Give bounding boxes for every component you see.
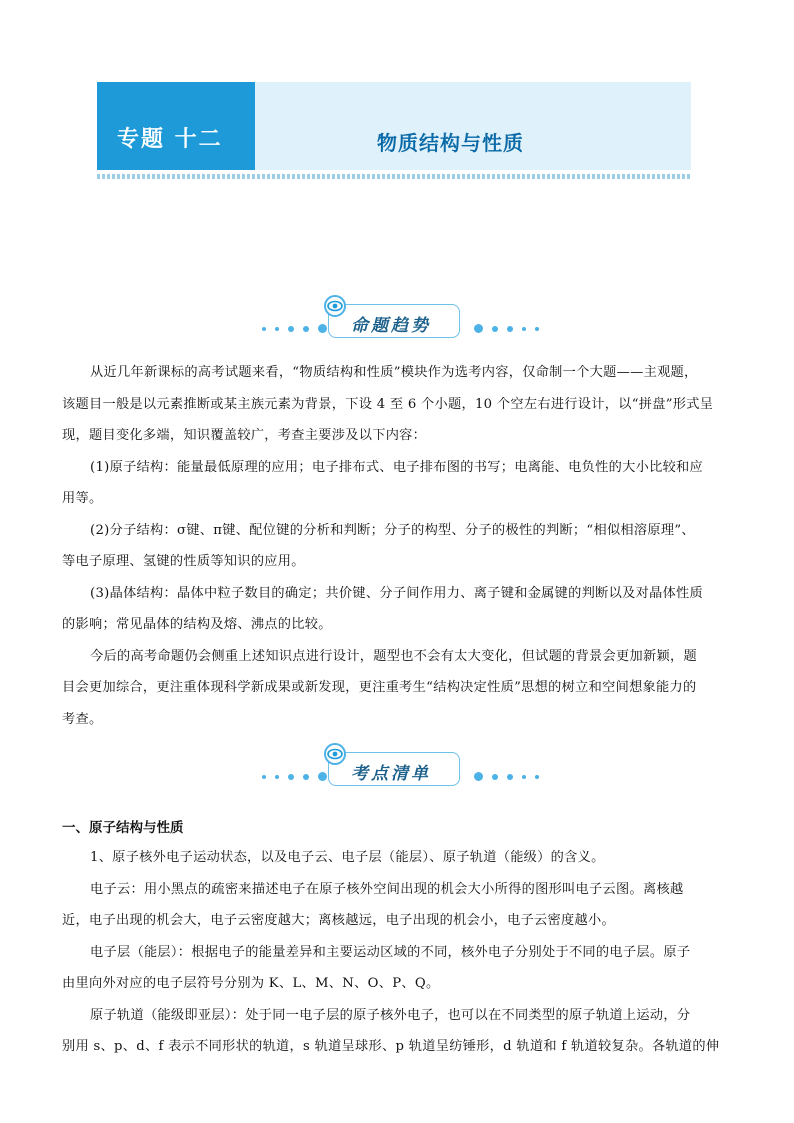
text-line: 从近几年新课标的高考试题来看，“物质结构和性质”模块作为选考内容，仅命制一个大题——主观题， [90,365,698,380]
topic-banner [97,82,691,170]
topic-label-block [97,82,255,170]
topic-title: 物质结构与性质 [377,131,524,155]
section-heading: 一、原子结构与性质 [62,820,184,836]
text-line: 电子云：用小黑点的疏密来描述电子在原子核外空间出现的机会大小所得的图形叫电子云图。离核越 [90,881,684,897]
left-dots [262,772,327,781]
section-badge-label: 命题趋势 [351,316,431,336]
text-line: 目会更加综合，更注重体现科学新成果或新发现，更注重考生“结构决定性质”思想的树立和空间想象能力的 [62,680,697,695]
left-dots [262,324,327,333]
section-header-trend [0,300,794,340]
banner-divider [97,174,691,179]
text-line: 考查。 [62,711,103,727]
text-line: 等电子原理、氢键的性质等知识的应用。 [62,554,305,569]
trend-paragraphs [62,357,734,735]
checklist-paragraphs [62,842,734,1063]
right-dots [474,772,539,781]
text-line: 别用 s、p、d、f 表示不同形状的轨道，s 轨道呈球形、p 轨道呈纺锤形，d 轨道和 f 轨道较复杂。各轨道的伸 [62,1039,720,1054]
text-line: 用等。 [62,491,103,506]
text-line: (2)分子结构：σ键、π键、配位键的分析和判断；分子的构型、分子的极性的判断；“相似相溶原理”、 [90,522,695,538]
text-line: 现，题目变化多端，知识覆盖较广，考查主要涉及以下内容： [62,428,427,443]
text-line: 今后的高考命题仍会侧重上述知识点进行设计，题型也不会有太大变化，但试题的背景会更加新颖，题 [90,648,697,664]
section-header-checklist [0,748,794,788]
text-line: 该题目一般是以元素推断或某主族元素为背景，下设 4 至 6 个小题，10 个空左右进行设计，以“拼盘”形式呈 [62,396,714,412]
eye-icon [321,295,349,317]
text-line: 1、原子核外电子运动状态，以及电子云、电子层（能层）、原子轨道（能级）的含义。 [90,850,605,865]
text-line: 的影响；常见晶体的结构及熔、沸点的比较。 [62,617,332,632]
text-line: (3)晶体结构：晶体中粒子数目的确定；共价键、分子间作用力、离子键和金属键的判断以及对晶体性质 [90,585,704,601]
topic-label: 专题 十二 [117,126,223,152]
eye-icon [321,743,349,765]
text-line: 原子轨道（能级即亚层）：处于同一电子层的原子核外电子，也可以在不同类型的原子轨道上运动，分 [90,1007,691,1023]
text-line: 电子层（能层）：根据电子的能量差异和主要运动区域的不同，核外电子分别处于不同的电子层。原子 [90,944,691,960]
text-line: 由里向外对应的电子层符号分别为 K、L、M、N、O、P、Q。 [62,976,440,991]
right-dots [474,324,539,333]
section-badge [328,752,460,786]
section-badge [328,304,460,338]
text-line: (1)原子结构：能量最低原理的应用；电子排布式、电子排布图的书写；电离能、电负性的大小比较和应 [90,459,704,475]
section-badge-label: 考点清单 [351,764,431,784]
text-line: 近，电子出现的机会大，电子云密度越大；离核越远，电子出现的机会小，电子云密度越小。 [62,913,615,928]
